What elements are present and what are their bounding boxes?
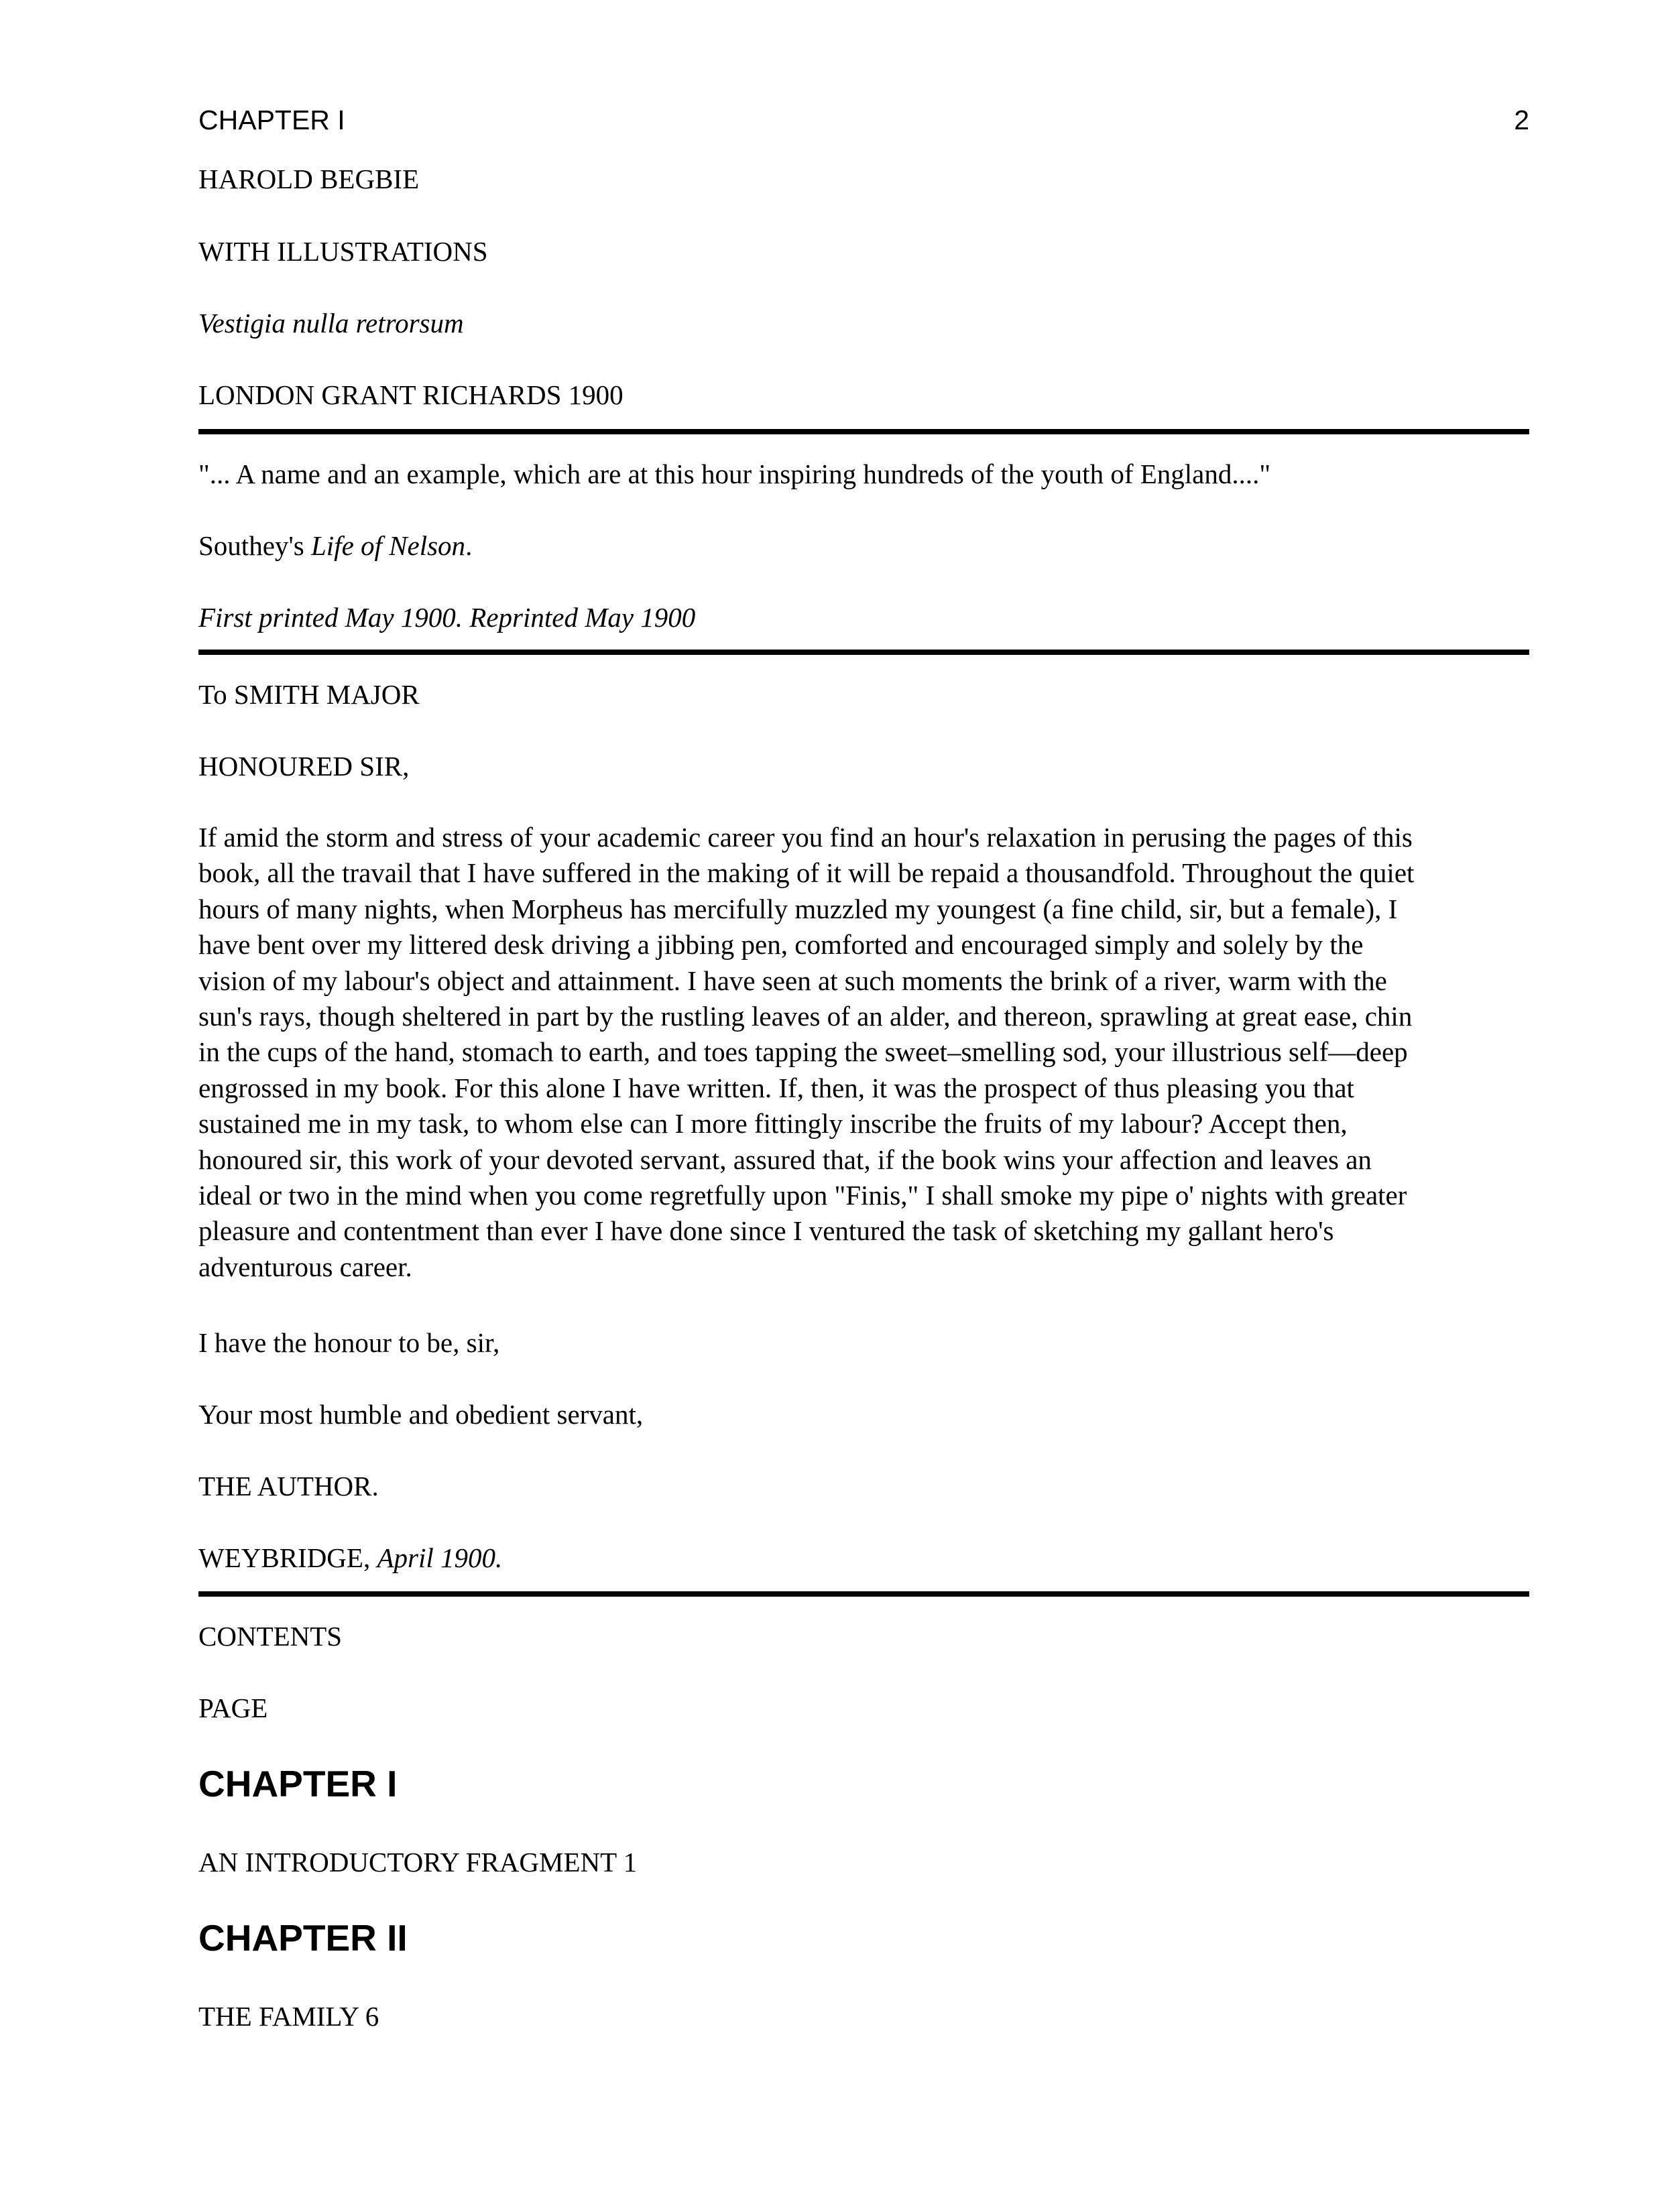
dedication-date: April 1900. xyxy=(377,1542,503,1573)
latin-motto: Vestigia nulla retrorsum xyxy=(198,308,464,339)
section-divider xyxy=(198,429,1529,434)
epigraph-source-title: Life of Nelson xyxy=(310,530,466,561)
dedication-line: engrossed in my book. For this alone I have written. If, then, it was the prospect of thus pleasing you that xyxy=(198,1072,1354,1103)
dedication-recipient: To SMITH MAJOR xyxy=(198,679,420,710)
dedication-body xyxy=(198,820,1529,1285)
dedication-place: WEYBRIDGE, xyxy=(198,1542,377,1573)
dedication-salutation: HONOURED SIR, xyxy=(198,751,410,782)
dedication-line: ideal or two in the mind when you come regretfully upon "Finis," I shall smoke my pipe o' nights with greater xyxy=(198,1180,1407,1211)
epigraph-quote: "... A name and an example, which are at this hour inspiring hundreds of the youth of England...." xyxy=(198,458,1271,489)
dedication-signature: THE AUTHOR. xyxy=(198,1471,379,1501)
dedication-place-date xyxy=(198,1540,1529,1576)
contents-chapter-heading: CHAPTER I xyxy=(198,1763,398,1804)
dedication-line: adventurous career. xyxy=(198,1251,412,1282)
running-header xyxy=(198,103,1529,143)
contents-entry-title: AN INTRODUCTORY FRAGMENT 1 xyxy=(198,1847,638,1878)
dedication-closing: I have the honour to be, sir, xyxy=(198,1327,500,1358)
publisher-imprint: LONDON GRANT RICHARDS 1900 xyxy=(198,379,624,410)
dedication-line: sustained me in my task, to whom else can I more fittingly inscribe the fruits of my labour? Accept then, xyxy=(198,1108,1348,1140)
printing-history: First printed May 1900. Reprinted May 1900 xyxy=(198,602,696,633)
section-divider xyxy=(198,1591,1529,1597)
contents-entry-title: THE FAMILY 6 xyxy=(198,2001,379,2032)
dedication-line: honoured sir, this work of your devoted servant, assured that, if the book wins your affection and leaves an xyxy=(198,1144,1372,1175)
illustrations-note: WITH ILLUSTRATIONS xyxy=(198,236,488,267)
dedication-line: sun's rays, though sheltered in part by the rustling leaves of an alder, and thereon, sprawling at great ease, chin xyxy=(198,1001,1413,1032)
author-name: HAROLD BEGBIE xyxy=(198,164,420,194)
epigraph-source-suffix: . xyxy=(465,530,473,561)
epigraph-source-prefix: Southey's xyxy=(198,530,311,561)
contents-heading: CONTENTS xyxy=(198,1621,343,1652)
contents-page-label: PAGE xyxy=(198,1693,268,1723)
page-number: 2 xyxy=(1514,105,1529,135)
section-divider xyxy=(198,650,1529,655)
dedication-line: have bent over my littered desk driving a jibbing pen, comforted and encouraged simply and solely by the xyxy=(198,929,1364,961)
dedication-line: book, all the travail that I have suffered in the making of it will be repaid a thousandfold. Throughout the quiet xyxy=(198,857,1415,889)
dedication-line: vision of my labour's object and attainment. I have seen at such moments the brink of a river, warm with the xyxy=(198,965,1387,996)
dedication-line: pleasure and contentment than ever I have done since I ventured the task of sketching my gallant hero's xyxy=(198,1215,1334,1247)
dedication-line: in the cups of the hand, stomach to earth, and toes tapping the sweet–smelling sod, your illustrious self––deep xyxy=(198,1036,1408,1068)
running-header-chapter: CHAPTER I xyxy=(198,105,345,135)
dedication-closing-servant: Your most humble and obedient servant, xyxy=(198,1399,644,1430)
dedication-line: If amid the storm and stress of your academic career you find an hour's relaxation in perusing the pages of this xyxy=(198,822,1413,853)
dedication-line: hours of many nights, when Morpheus has mercifully muzzled my youngest (a fine child, sir, but a female), I xyxy=(198,893,1398,924)
epigraph-source xyxy=(198,528,1529,564)
contents-chapter-heading: CHAPTER II xyxy=(198,1917,408,1959)
